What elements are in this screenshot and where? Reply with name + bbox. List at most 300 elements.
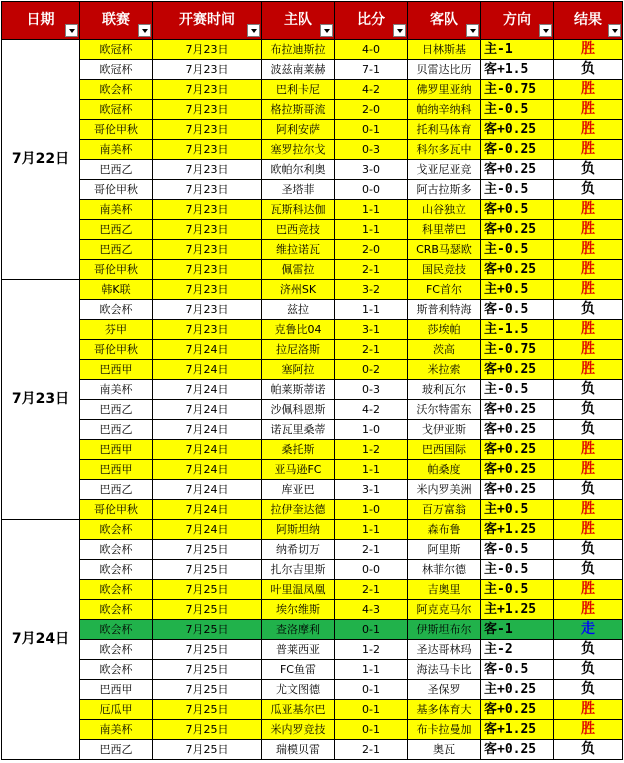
- time-cell: 7月24日: [153, 420, 262, 440]
- league-cell: 欧会杯: [80, 660, 153, 680]
- header-result[interactable]: 结果: [554, 2, 623, 40]
- away-team-cell: 阿克克马尔: [408, 600, 481, 620]
- home-team-cell: 拉伊奎达德: [262, 500, 335, 520]
- league-cell: 芬甲: [80, 320, 153, 340]
- direction-cell: 主-2: [481, 640, 554, 660]
- league-cell: 南美杯: [80, 140, 153, 160]
- time-cell: 7月23日: [153, 300, 262, 320]
- score-cell: 0-1: [335, 120, 408, 140]
- table-row: [2, 100, 623, 120]
- home-team-cell: 米内罗竞技: [262, 720, 335, 740]
- away-team-cell: 玻利瓦尔: [408, 380, 481, 400]
- home-team-cell: 欧帕尔利奥: [262, 160, 335, 180]
- table-row: [2, 280, 623, 300]
- result-cell: 负: [554, 560, 623, 580]
- score-cell: 1-1: [335, 220, 408, 240]
- score-cell: 1-1: [335, 520, 408, 540]
- away-team-cell: 巴西国际: [408, 440, 481, 460]
- home-team-cell: 佩雷拉: [262, 260, 335, 280]
- home-team-cell: 克鲁比04: [262, 320, 335, 340]
- score-cell: 2-0: [335, 100, 408, 120]
- direction-cell: 主-0.5: [481, 180, 554, 200]
- result-cell: 负: [554, 660, 623, 680]
- table-row: [2, 160, 623, 180]
- result-cell: 胜: [554, 80, 623, 100]
- result-cell: 胜: [554, 700, 623, 720]
- direction-cell: 主-0.5: [481, 100, 554, 120]
- result-cell: 负: [554, 380, 623, 400]
- header-score[interactable]: 比分: [335, 2, 408, 40]
- away-team-cell: 海法马卡比: [408, 660, 481, 680]
- time-cell: 7月23日: [153, 180, 262, 200]
- score-cell: 1-2: [335, 440, 408, 460]
- away-team-cell: 布卡拉曼加: [408, 720, 481, 740]
- time-cell: 7月23日: [153, 60, 262, 80]
- time-cell: 7月25日: [153, 660, 262, 680]
- match-results-table: [1, 1, 623, 760]
- direction-cell: 客-1: [481, 620, 554, 640]
- league-cell: 哥伦甲秋: [80, 340, 153, 360]
- score-cell: 2-1: [335, 260, 408, 280]
- date-cell: 7月22日: [2, 40, 80, 280]
- time-cell: 7月23日: [153, 40, 262, 60]
- away-team-cell: 戈伊亚斯: [408, 420, 481, 440]
- time-cell: 7月23日: [153, 260, 262, 280]
- league-cell: 欧会杯: [80, 600, 153, 620]
- league-cell: 欧会杯: [80, 300, 153, 320]
- direction-cell: 客+0.25: [481, 400, 554, 420]
- away-team-cell: 基多体育大: [408, 700, 481, 720]
- home-team-cell: 巴西竞技: [262, 220, 335, 240]
- filter-dropdown-icon[interactable]: [466, 24, 479, 37]
- time-cell: 7月24日: [153, 360, 262, 380]
- home-team-cell: 埃尔维斯: [262, 600, 335, 620]
- away-team-cell: 山谷独立: [408, 200, 481, 220]
- time-cell: 7月24日: [153, 460, 262, 480]
- league-cell: 厄瓜甲: [80, 700, 153, 720]
- result-cell: 走: [554, 620, 623, 640]
- league-cell: 巴西甲: [80, 360, 153, 380]
- home-team-cell: 扎尔吉里斯: [262, 560, 335, 580]
- direction-cell: 客+0.25: [481, 120, 554, 140]
- league-cell: 南美杯: [80, 380, 153, 400]
- table-row: [2, 740, 623, 760]
- score-cell: 1-1: [335, 200, 408, 220]
- direction-cell: 客+0.25: [481, 700, 554, 720]
- table-row: [2, 80, 623, 100]
- score-cell: 0-2: [335, 360, 408, 380]
- filter-dropdown-icon[interactable]: [393, 24, 406, 37]
- league-cell: 巴西乙: [80, 240, 153, 260]
- home-team-cell: 瑞模贝雷: [262, 740, 335, 760]
- table-row: [2, 660, 623, 680]
- result-cell: 胜: [554, 240, 623, 260]
- result-cell: 胜: [554, 440, 623, 460]
- table-row: [2, 340, 623, 360]
- league-cell: 巴西甲: [80, 440, 153, 460]
- time-cell: 7月24日: [153, 340, 262, 360]
- direction-cell: 客+0.25: [481, 420, 554, 440]
- score-cell: 4-2: [335, 400, 408, 420]
- direction-cell: 主-1: [481, 40, 554, 60]
- score-cell: 1-1: [335, 300, 408, 320]
- league-cell: 哥伦甲秋: [80, 500, 153, 520]
- direction-cell: 客-0.5: [481, 540, 554, 560]
- time-cell: 7月23日: [153, 220, 262, 240]
- score-cell: 2-1: [335, 580, 408, 600]
- direction-cell: 客+0.25: [481, 160, 554, 180]
- league-cell: 欧冠杯: [80, 40, 153, 60]
- time-cell: 7月23日: [153, 160, 262, 180]
- away-team-cell: 阿古拉斯多: [408, 180, 481, 200]
- result-cell: 胜: [554, 520, 623, 540]
- date-cell: 7月23日: [2, 280, 80, 520]
- home-team-cell: 布拉迪斯拉: [262, 40, 335, 60]
- score-cell: 0-1: [335, 620, 408, 640]
- away-team-cell: 托利马体育: [408, 120, 481, 140]
- away-team-cell: 科尔多瓦中: [408, 140, 481, 160]
- home-team-cell: 叶里温凤凰: [262, 580, 335, 600]
- time-cell: 7月23日: [153, 80, 262, 100]
- home-team-cell: 尤文图德: [262, 680, 335, 700]
- away-team-cell: 百万富翁: [408, 500, 481, 520]
- score-cell: 0-0: [335, 180, 408, 200]
- home-team-cell: 塞阿拉: [262, 360, 335, 380]
- table-row: [2, 580, 623, 600]
- home-team-cell: 桑托斯: [262, 440, 335, 460]
- league-cell: 巴西乙: [80, 400, 153, 420]
- away-team-cell: 日林斯基: [408, 40, 481, 60]
- time-cell: 7月24日: [153, 440, 262, 460]
- home-team-cell: 瓜亚基尔巴: [262, 700, 335, 720]
- home-team-cell: 波兹南莱赫: [262, 60, 335, 80]
- time-cell: 7月23日: [153, 200, 262, 220]
- table-row: [2, 520, 623, 540]
- table-row: [2, 700, 623, 720]
- score-cell: 0-3: [335, 380, 408, 400]
- direction-cell: 主+0.25: [481, 680, 554, 700]
- table-row: [2, 360, 623, 380]
- score-cell: 2-1: [335, 740, 408, 760]
- score-cell: 1-1: [335, 460, 408, 480]
- league-cell: 哥伦甲秋: [80, 180, 153, 200]
- away-team-cell: 佛罗里亚纳: [408, 80, 481, 100]
- away-team-cell: 林菲尔德: [408, 560, 481, 580]
- league-cell: 欧冠杯: [80, 100, 153, 120]
- time-cell: 7月23日: [153, 240, 262, 260]
- direction-cell: 主-0.5: [481, 240, 554, 260]
- away-team-cell: 沃尔特雷东: [408, 400, 481, 420]
- away-team-cell: FC首尔: [408, 280, 481, 300]
- table-row: [2, 420, 623, 440]
- away-team-cell: 贝雷达比历: [408, 60, 481, 80]
- result-cell: 胜: [554, 600, 623, 620]
- time-cell: 7月25日: [153, 540, 262, 560]
- away-team-cell: 伊斯坦布尔: [408, 620, 481, 640]
- table-row: [2, 560, 623, 580]
- away-team-cell: 戈亚尼亚竞: [408, 160, 481, 180]
- time-cell: 7月25日: [153, 580, 262, 600]
- result-cell: 胜: [554, 580, 623, 600]
- table-row: [2, 120, 623, 140]
- time-cell: 7月25日: [153, 680, 262, 700]
- league-cell: 韩K联: [80, 280, 153, 300]
- away-team-cell: 米拉索: [408, 360, 481, 380]
- score-cell: 0-1: [335, 700, 408, 720]
- away-team-cell: 森布鲁: [408, 520, 481, 540]
- time-cell: 7月23日: [153, 320, 262, 340]
- result-cell: 负: [554, 300, 623, 320]
- home-team-cell: 瓦斯科达伽: [262, 200, 335, 220]
- table-row: [2, 400, 623, 420]
- direction-cell: 客+0.5: [481, 200, 554, 220]
- direction-cell: 客+0.25: [481, 480, 554, 500]
- table-row: [2, 180, 623, 200]
- direction-cell: 主+1.25: [481, 600, 554, 620]
- league-cell: 哥伦甲秋: [80, 120, 153, 140]
- table-row: [2, 380, 623, 400]
- score-cell: 1-1: [335, 660, 408, 680]
- home-team-cell: 格拉斯哥流: [262, 100, 335, 120]
- table-row: [2, 40, 623, 60]
- home-team-cell: 查洛摩利: [262, 620, 335, 640]
- header-away[interactable]: 客队: [408, 2, 481, 40]
- result-cell: 胜: [554, 360, 623, 380]
- score-cell: 0-1: [335, 680, 408, 700]
- result-cell: 负: [554, 60, 623, 80]
- time-cell: 7月24日: [153, 520, 262, 540]
- score-cell: 0-1: [335, 720, 408, 740]
- result-cell: 负: [554, 680, 623, 700]
- filter-dropdown-icon[interactable]: [608, 24, 621, 37]
- direction-cell: 客+0.25: [481, 260, 554, 280]
- table-row: [2, 500, 623, 520]
- table-row: [2, 440, 623, 460]
- away-team-cell: 米内罗美洲: [408, 480, 481, 500]
- table-row: [2, 260, 623, 280]
- league-cell: 欧会杯: [80, 580, 153, 600]
- result-cell: 胜: [554, 460, 623, 480]
- time-cell: 7月25日: [153, 720, 262, 740]
- time-cell: 7月24日: [153, 500, 262, 520]
- table-row: [2, 600, 623, 620]
- header-time[interactable]: 开赛时间: [153, 2, 262, 40]
- direction-cell: 客+1.25: [481, 720, 554, 740]
- table-row: [2, 640, 623, 660]
- result-cell: 负: [554, 180, 623, 200]
- league-cell: 欧会杯: [80, 520, 153, 540]
- header-direction[interactable]: 方向: [481, 2, 554, 40]
- score-cell: 4-2: [335, 80, 408, 100]
- score-cell: 4-3: [335, 600, 408, 620]
- time-cell: 7月24日: [153, 380, 262, 400]
- table-row: [2, 200, 623, 220]
- result-cell: 胜: [554, 40, 623, 60]
- score-cell: 4-0: [335, 40, 408, 60]
- date-cell: 7月24日: [2, 520, 80, 760]
- league-cell: 巴西乙: [80, 420, 153, 440]
- direction-cell: 客+1.5: [481, 60, 554, 80]
- score-cell: 2-1: [335, 340, 408, 360]
- score-cell: 2-1: [335, 540, 408, 560]
- away-team-cell: 吉奥里: [408, 580, 481, 600]
- direction-cell: 客+1.25: [481, 520, 554, 540]
- table-row: [2, 220, 623, 240]
- result-cell: 胜: [554, 340, 623, 360]
- header-home[interactable]: 主队: [262, 2, 335, 40]
- table-row: [2, 720, 623, 740]
- result-cell: 胜: [554, 720, 623, 740]
- table-row: [2, 460, 623, 480]
- home-team-cell: 巴利卡尼: [262, 80, 335, 100]
- header-date[interactable]: 日期: [2, 2, 80, 40]
- direction-cell: 主-0.5: [481, 580, 554, 600]
- direction-cell: 客+0.25: [481, 440, 554, 460]
- home-team-cell: 兹拉: [262, 300, 335, 320]
- score-cell: 2-0: [335, 240, 408, 260]
- home-team-cell: 纳希切万: [262, 540, 335, 560]
- score-cell: 0-0: [335, 560, 408, 580]
- table-row: [2, 300, 623, 320]
- table-row: [2, 60, 623, 80]
- home-team-cell: 济州SK: [262, 280, 335, 300]
- away-team-cell: 科里蒂巴: [408, 220, 481, 240]
- time-cell: 7月24日: [153, 480, 262, 500]
- away-team-cell: 奥瓦: [408, 740, 481, 760]
- away-team-cell: 茨高: [408, 340, 481, 360]
- home-team-cell: 诺瓦里桑蒂: [262, 420, 335, 440]
- home-team-cell: 塞罗拉尔戈: [262, 140, 335, 160]
- direction-cell: 主-0.75: [481, 340, 554, 360]
- away-team-cell: 帕桑度: [408, 460, 481, 480]
- table-row: [2, 320, 623, 340]
- time-cell: 7月23日: [153, 280, 262, 300]
- result-cell: 胜: [554, 500, 623, 520]
- away-team-cell: 圣保罗: [408, 680, 481, 700]
- time-cell: 7月25日: [153, 600, 262, 620]
- home-team-cell: 拉尼洛斯: [262, 340, 335, 360]
- direction-cell: 客+0.25: [481, 360, 554, 380]
- filter-dropdown-icon[interactable]: [138, 24, 151, 37]
- time-cell: 7月23日: [153, 100, 262, 120]
- result-cell: 负: [554, 400, 623, 420]
- away-team-cell: 国民竞技: [408, 260, 481, 280]
- direction-cell: 主-0.5: [481, 380, 554, 400]
- away-team-cell: 莎埃帕: [408, 320, 481, 340]
- direction-cell: 主-0.75: [481, 80, 554, 100]
- league-cell: 哥伦甲秋: [80, 260, 153, 280]
- home-team-cell: 沙佩科恩斯: [262, 400, 335, 420]
- direction-cell: 主-0.5: [481, 560, 554, 580]
- filter-dropdown-icon[interactable]: [539, 24, 552, 37]
- home-team-cell: FC鱼雷: [262, 660, 335, 680]
- time-cell: 7月24日: [153, 400, 262, 420]
- home-team-cell: 维拉诺瓦: [262, 240, 335, 260]
- direction-cell: 主+0.5: [481, 280, 554, 300]
- result-cell: 负: [554, 640, 623, 660]
- home-team-cell: 普莱西亚: [262, 640, 335, 660]
- league-cell: 欧会杯: [80, 640, 153, 660]
- result-cell: 负: [554, 160, 623, 180]
- result-cell: 负: [554, 420, 623, 440]
- table-row: [2, 680, 623, 700]
- away-team-cell: 圣达哥林玛: [408, 640, 481, 660]
- league-cell: 欧会杯: [80, 620, 153, 640]
- league-cell: 巴西乙: [80, 220, 153, 240]
- league-cell: 巴西乙: [80, 480, 153, 500]
- score-cell: 3-1: [335, 480, 408, 500]
- direction-cell: 客-0.25: [481, 140, 554, 160]
- away-team-cell: 斯普利特海: [408, 300, 481, 320]
- league-cell: 欧会杯: [80, 540, 153, 560]
- home-team-cell: 库亚巴: [262, 480, 335, 500]
- score-cell: 3-1: [335, 320, 408, 340]
- score-cell: 3-2: [335, 280, 408, 300]
- result-cell: 负: [554, 740, 623, 760]
- filter-dropdown-icon[interactable]: [247, 24, 260, 37]
- league-cell: 欧冠杯: [80, 60, 153, 80]
- league-cell: 巴西乙: [80, 740, 153, 760]
- table-row: [2, 480, 623, 500]
- time-cell: 7月25日: [153, 620, 262, 640]
- result-cell: 胜: [554, 260, 623, 280]
- result-cell: 负: [554, 540, 623, 560]
- time-cell: 7月23日: [153, 140, 262, 160]
- result-cell: 胜: [554, 200, 623, 220]
- time-cell: 7月25日: [153, 640, 262, 660]
- time-cell: 7月25日: [153, 700, 262, 720]
- time-cell: 7月25日: [153, 740, 262, 760]
- direction-cell: 主-1.5: [481, 320, 554, 340]
- direction-cell: 客+0.25: [481, 740, 554, 760]
- time-cell: 7月25日: [153, 560, 262, 580]
- league-cell: 欧会杯: [80, 560, 153, 580]
- result-cell: 胜: [554, 280, 623, 300]
- score-cell: 3-0: [335, 160, 408, 180]
- away-team-cell: 帕纳辛纳科: [408, 100, 481, 120]
- result-cell: 胜: [554, 320, 623, 340]
- away-team-cell: CRB马瑟欧: [408, 240, 481, 260]
- filter-dropdown-icon[interactable]: [65, 24, 78, 37]
- direction-cell: 主+0.5: [481, 500, 554, 520]
- score-cell: 1-0: [335, 500, 408, 520]
- score-cell: 1-0: [335, 420, 408, 440]
- home-team-cell: 圣塔菲: [262, 180, 335, 200]
- score-cell: 0-3: [335, 140, 408, 160]
- time-cell: 7月23日: [153, 120, 262, 140]
- result-cell: 胜: [554, 120, 623, 140]
- home-team-cell: 阿斯坦纳: [262, 520, 335, 540]
- home-team-cell: 帕莱斯蒂诺: [262, 380, 335, 400]
- direction-cell: 客-0.5: [481, 660, 554, 680]
- league-cell: 南美杯: [80, 200, 153, 220]
- table-row: [2, 540, 623, 560]
- result-cell: 负: [554, 480, 623, 500]
- result-cell: 胜: [554, 220, 623, 240]
- home-team-cell: 亚马逊FC: [262, 460, 335, 480]
- league-cell: 巴西甲: [80, 680, 153, 700]
- league-cell: 巴西甲: [80, 460, 153, 480]
- filter-dropdown-icon[interactable]: [320, 24, 333, 37]
- header-league[interactable]: 联赛: [80, 2, 153, 40]
- home-team-cell: 阿利安萨: [262, 120, 335, 140]
- direction-cell: 客+0.25: [481, 460, 554, 480]
- result-cell: 胜: [554, 140, 623, 160]
- table-row: [2, 620, 623, 640]
- direction-cell: 客-0.5: [481, 300, 554, 320]
- league-cell: 巴西乙: [80, 160, 153, 180]
- table-row: [2, 240, 623, 260]
